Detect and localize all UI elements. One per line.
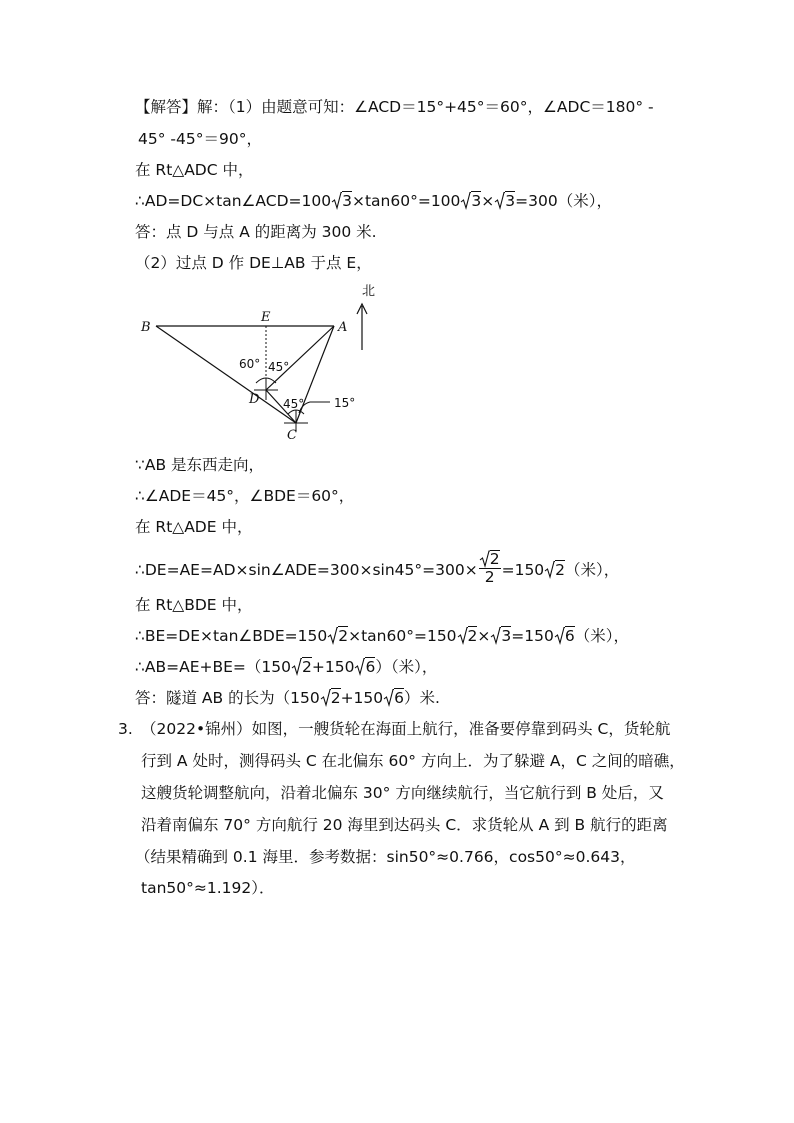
text-segment: =300（米）， <box>515 192 612 210</box>
solution-line-12 <box>135 626 629 646</box>
sqrt-2 <box>292 657 312 677</box>
text-segment: （米）， <box>565 561 620 579</box>
sqrt-3 <box>461 191 481 211</box>
sqrt-3 <box>491 626 511 646</box>
sqrt-6 <box>384 688 404 708</box>
radicand: 2 <box>555 561 566 579</box>
angle-15-label: 15° <box>334 396 356 410</box>
label-B: B <box>141 320 151 335</box>
radicand: 2 <box>301 658 312 676</box>
solution-line-11: 在 Rt△BDE 中， <box>135 596 253 614</box>
text-segment: ×tan60°=100 <box>351 192 461 210</box>
solution-line-6: （2）过点 D 作 DE⊥AB 于点 E， <box>135 254 372 272</box>
text-segment: ×tan60°=150 <box>348 627 457 645</box>
text-segment: ）米. <box>404 689 440 707</box>
segment-BC <box>156 326 296 423</box>
solution-line-3: 在 Rt△ADC 中， <box>135 161 254 179</box>
north-label: 北 <box>362 284 376 299</box>
text-segment: =150 <box>511 627 554 645</box>
radical-sign <box>491 626 501 646</box>
sqrt-2 <box>328 626 348 646</box>
text-segment: （米）， <box>574 627 630 645</box>
text-segment: ∴BE=DE×tan∠BDE=150 <box>135 627 328 645</box>
sqrt-2 <box>545 560 565 580</box>
solution-line-7: ∵AB 是东西走向， <box>135 456 265 474</box>
solution-line-5: 答：点 D 与点 A 的距离为 300 米. <box>135 223 377 241</box>
radicand: 2 <box>338 627 349 645</box>
problem-line-6: tan50°≈1.192）． <box>141 879 275 897</box>
solution-line-9: 在 Rt△ADE 中， <box>135 518 253 536</box>
sqrt-3 <box>332 191 352 211</box>
radical-sign <box>545 560 555 580</box>
text-segment: +150 <box>311 658 355 676</box>
solution-line-2: 45° -45°＝90°， <box>138 130 262 148</box>
text-segment: ∴DE=AE=AD×sin∠ADE=300×sin45°=300× <box>135 561 478 579</box>
radicand: 3 <box>342 192 352 210</box>
solution-line-4 <box>135 191 612 211</box>
radicand: 2 <box>330 689 341 707</box>
sqrt-3 <box>495 191 515 211</box>
sqrt-2 <box>480 550 500 568</box>
radicand: 6 <box>394 689 405 707</box>
angle-60-label: 60° <box>239 357 261 371</box>
radicand: 2 <box>489 550 500 568</box>
text-segment: ∴AD=DC×tan∠ACD=100 <box>135 192 332 210</box>
radicand: 3 <box>471 192 482 210</box>
sqrt-2 <box>458 626 478 646</box>
solution-line-14 <box>135 688 440 708</box>
sqrt-2 <box>321 688 341 708</box>
text-segment: ）（米）， <box>375 658 438 676</box>
radical-sign <box>480 550 490 568</box>
solution-line-13 <box>135 657 437 677</box>
radical-sign <box>384 688 394 708</box>
label-A: A <box>338 320 348 335</box>
text-segment: × <box>477 627 491 645</box>
problem-line-4: 沿着南偏东 70° 方向航行 20 海里到达码头 C．求货轮从 A 到 B 航行的距离 <box>141 816 668 834</box>
radicand: 2 <box>467 627 478 645</box>
solution-line-10 <box>135 550 620 588</box>
problem-line-1: （2022•锦州）如图，一艘货轮在海面上航行，准备要停靠到码头 C，货轮航 <box>141 720 671 738</box>
radical-sign <box>555 626 565 646</box>
sqrt-6 <box>355 657 375 677</box>
radical-sign <box>332 191 342 211</box>
radicand: 3 <box>505 192 516 210</box>
text-segment: ∴AB=AE+BE=（150 <box>135 658 291 676</box>
radical-sign <box>328 626 338 646</box>
radicand: 6 <box>564 627 575 645</box>
angle-45-label-D: 45° <box>268 360 290 374</box>
geometry-figure <box>128 276 388 446</box>
problem-line-3: 这艘货轮调整航向，沿着北偏东 30° 方向继续航行，当它航行到 B 处后，又 <box>141 784 664 802</box>
fraction-denominator: 2 <box>484 568 495 586</box>
radical-sign <box>355 657 365 677</box>
radical-sign <box>321 688 331 708</box>
text-segment: +150 <box>340 689 384 707</box>
radical-sign <box>495 191 505 211</box>
radicand: 3 <box>501 627 512 645</box>
problem-line-2: 行到 A 处时，测得码头 C 在北偏东 60° 方向上．为了躲避 A，C 之间的暗礁， <box>141 752 685 770</box>
label-E: E <box>261 310 271 325</box>
label-D: D <box>249 392 260 407</box>
solution-line-1: 【解答】解：（1）由题意可知：∠ACD＝15°+45°＝60°，∠ADC＝180° - <box>135 98 654 116</box>
text-segment: × <box>481 192 495 210</box>
radical-sign <box>458 626 468 646</box>
radical-sign <box>292 657 302 677</box>
solution-line-8: ∴∠ADE＝45°，∠BDE＝60°， <box>135 487 355 505</box>
segment-AD <box>266 326 334 390</box>
label-C: C <box>287 428 297 443</box>
angle-45-label-C: 45° <box>283 397 305 411</box>
problem-line-5: （结果精确到 0.1 海里．参考数据：sin50°≈0.766，cos50°≈0.643， <box>135 848 636 866</box>
problem-number: 3. <box>118 720 133 738</box>
sqrt-6 <box>555 626 575 646</box>
text-segment: =150 <box>501 561 545 579</box>
radicand: 6 <box>365 658 376 676</box>
fraction-sqrt2-over-2 <box>479 550 501 585</box>
text-segment: 答：隧道 AB 的长为（150 <box>135 689 320 707</box>
radical-sign <box>461 191 471 211</box>
